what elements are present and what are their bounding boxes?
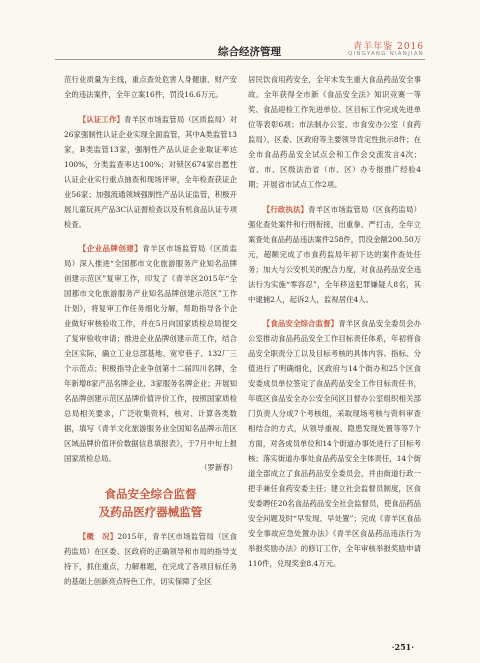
overview-text: 2015年，青羊区市场监管局（区食药监局）在区委、区政府的正确领导和市局的指导支持下，抓住重点，力解难题，在完成了各项目标任务的基础上创新亮点特色工作，切实保障了全区	[64, 532, 237, 586]
overview-paragraph	[64, 529, 237, 589]
certification-paragraph	[64, 112, 237, 232]
author-signature: （罗新春）	[200, 463, 237, 472]
yearbook-brand-pinyin: QINGYANG NIANJIAN	[347, 51, 424, 57]
intro-paragraph: 范行业质量为主线，重点查处危害人身健康、财产安全的违法案件，全年立案16件，罚没16.6万元。	[64, 75, 237, 99]
overview-tag: 【概 况】	[78, 532, 118, 541]
right-column	[248, 72, 421, 580]
section-heading-line1: 食品安全综合监督	[104, 487, 197, 501]
section-heading-line2: 及药品医疗器械监管	[98, 505, 203, 519]
comprehensive-paragraph	[248, 316, 421, 571]
certification-tag: 【认证工作】	[78, 115, 125, 124]
comprehensive-text: 青羊区食品安全委员会办公室推动食品药品安全工作目标责任体系，年初将食品安全职责分工以及目标考核的具体内容、指标、分值进行了明确细化，区政府与14个街办和25个区食安委成员单位签定了食品药品安全工作目标责任书，年底区食品安全办公安全问区目督办公室组织相关部门负责人分成7个考核组，采取现场考核与资料审查相结合的方式，从领导重视、隐患发现处置等等7个方面，对各成员单位和14个街道办事处进行了目标考核；落实街道办事处食品药品安全主体责任，14个街道全部成立了食品药品安全委员会，并由街道行政一把手兼任食药安委主任；建立社会监督员制度，区食安委聘任20名食品药品安全社会监督员，使食品药品安全问题及时“早发现、早处置”；完成《青羊区食品安全事故应急处置办法》《青羊区食品药品违法行为举报奖励办法》的修订工作，全年审核举报奖励申请110件，兑现奖金8.4万元。	[248, 319, 421, 568]
yearbook-brand: 青羊年鉴 2016	[353, 42, 424, 52]
certification-text: 青羊区市场监管局（区质监局）对26家强制性认证企业实现全面监管，其中A类监管13家，B类监管13家，强制性产品认证企业取证率达100%，分类监查率达100%；对锁区674家自愿性认证企业实行重点抽查和现场评审，全年检查获证企业56家；加强流通领域强制性产品认证监管，积极开展儿童玩具产品3C认证督检查以及有机食品认证专项检查。	[64, 115, 237, 229]
header-rule	[55, 59, 425, 60]
enforcement-tag: 【行政执法】	[262, 205, 309, 214]
comprehensive-tag: 【食品安全综合监督】	[262, 319, 339, 328]
section-heading	[64, 485, 237, 521]
page-number: ·251·	[391, 642, 414, 652]
continued-paragraph: 居民饮食用药安全，全年未发生重大食品药品安全事故。全年获得全市新《食品安全法》知识竞赛一等奖、食品迎检工作先进单位、区目标工作完成先进单位等表彰6项；市法制办公室、市食安办公室（食药监局）、区委、区政府等主要领导肯定性批示8件；在全市食品药品安全试点会和工作会交流发言4次；省、市、区级法治省（市、区）办专报推广经验4期；开展省市试点工作2项。	[248, 75, 421, 189]
running-title: 综合经济管理	[218, 46, 281, 58]
page-header	[0, 0, 480, 62]
enforcement-paragraph	[248, 202, 421, 307]
enforcement-text: 青羊区市场监管局（区食药监局）强化查处案件和行刑衔接，出重拳、严打击，全年立案查处食品药品违法案件258件，罚没金额200.50万元，超额完成了市食药监局年初下达的案件查处任务；加大与公安机关的配合力度，对食品药品安全违法行为实施“零容忍”，全年移送犯罪嫌疑人8名，其中逮捕2人，起诉2人，监视居住4人。	[248, 205, 421, 304]
brand-paragraph	[64, 241, 237, 466]
left-column	[64, 72, 237, 598]
brand-tag: 【企业品牌创建】	[78, 244, 143, 253]
brand-text: 青羊区市场监管局（区质监局）深入推进“全国都市文化旅游服务产业知名品牌创建示范区”复审工作，印发了《青羊区2015年“全国都市文化旅游服务产业知名品牌创建示范区”工作计划》，将复审工作任务细化分解，帮助指导各个企业做好审核验收工作，并在5月向国家质检总局提交了复审验收申请；推进企业品牌创建示范工作，结合全区实际，确立工业总部基地、宽窄巷子、132厂三个示范点；积极指导企业争创第十二届四川名牌，全年新增8家产品名牌企业、3家服务名牌企业；开展知名品牌创建示范区品牌价值评价工作，按照国家质检总局相关要求，广泛收集资料，核对、计算各类数据，填写《青羊文化旅游服务业全国知名品牌示范区区域品牌价值评价数据信息填报表》，于7月中旬上报国家质检总局。	[64, 244, 237, 463]
